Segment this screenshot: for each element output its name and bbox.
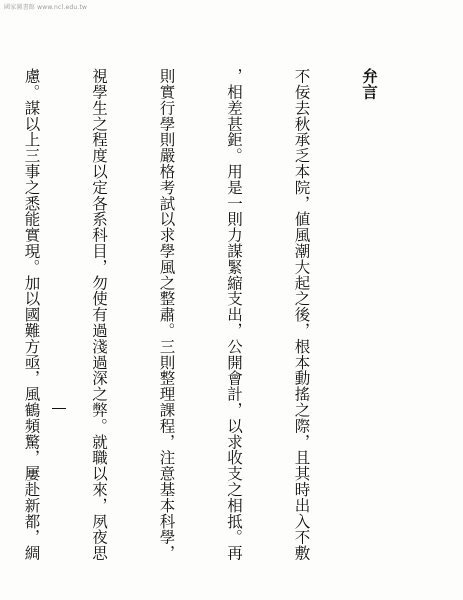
- text-column: 視學生之程度以定各系科目，勿使有過淺過深之弊。就職以來，夙夜思: [90, 68, 108, 561]
- text-column: 不佞去秋承乏本院，値風潮大起之後，根本動搖之際，且其時出入不敷: [292, 68, 311, 561]
- text-column: ，相差甚鉅。用是一則力謀緊縮支出，公開會計，以求收支之相抵。再: [225, 68, 243, 561]
- preface-body: [0, 68, 425, 561]
- library-watermark: 國家圖書館 www.ncl.edu.tw: [4, 4, 88, 11]
- text-column: 則實行學則嚴格考試以求學風之整肅。三則整理課程，注意基本科學，: [157, 68, 176, 561]
- page-number-mark: [52, 408, 66, 409]
- text-column: 慮。謀以上三事之悉能實現。加以國難方亟，風鶴頻驚，屢赴新都，綢: [22, 68, 41, 561]
- preface-heading: 弁言: [360, 68, 379, 100]
